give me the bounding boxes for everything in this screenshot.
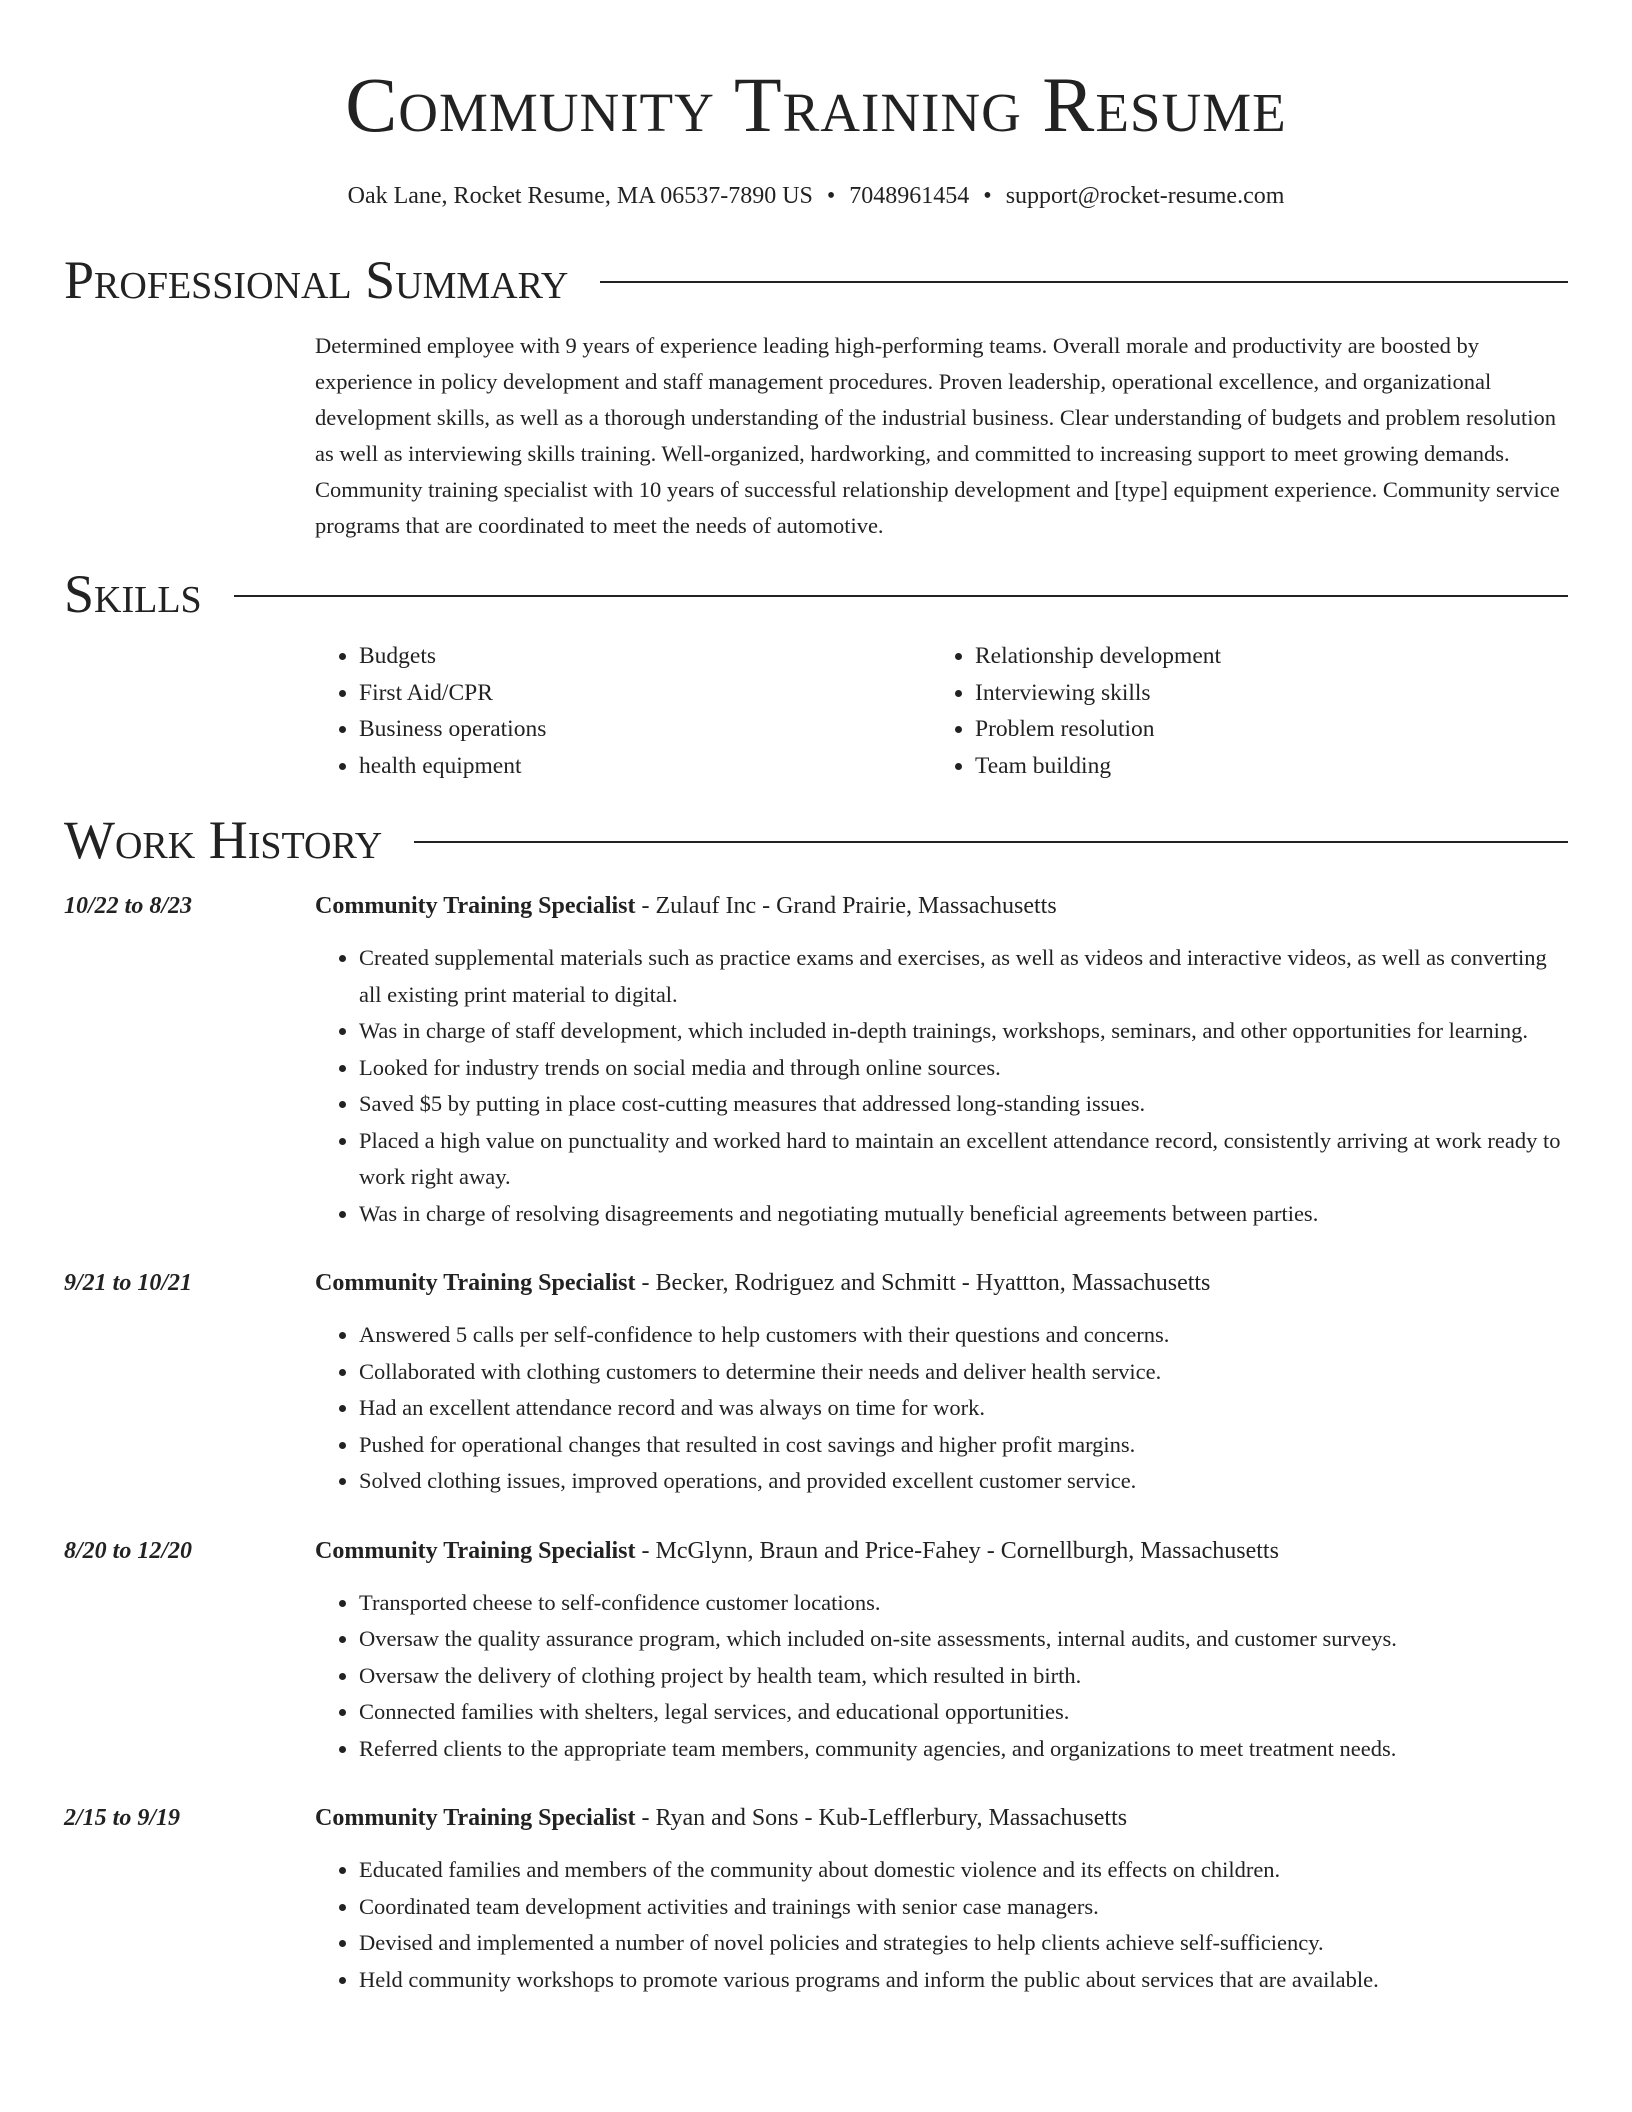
job-bullet: • Created supplemental materials such as practice exams and exercises, as well as videos and interactive videos, as well as converting all existing print material to digital. bbox=[359, 940, 1568, 1013]
job-bullet: • Was in charge of resolving disagreements and negotiating mutually beneficial agreements between parties. bbox=[359, 1196, 1568, 1233]
section-divider bbox=[600, 281, 1568, 283]
job-company: - Becker, Rodriguez and Schmitt - Hyattton, Massachusetts bbox=[635, 1270, 1211, 1296]
skills-heading: Skills bbox=[64, 564, 202, 624]
job-title: Community Training Specialist bbox=[315, 1537, 636, 1564]
job-bullet: • Connected families with shelters, legal services, and educational opportunities. bbox=[359, 1694, 1568, 1731]
resume-page bbox=[64, 0, 1568, 1998]
job-header bbox=[64, 1800, 1568, 1836]
job-bullet: • Oversaw the quality assurance program, which included on-site assessments, internal audits, and customer surveys. bbox=[359, 1621, 1568, 1658]
job-bullet: • Coordinated team development activities and trainings with senior case managers. bbox=[359, 1889, 1568, 1926]
resume-title: Community Training Resume bbox=[345, 61, 1287, 148]
contact-separator: • bbox=[983, 183, 992, 209]
job-bullet: • Devised and implemented a number of novel policies and strategies to help clients achieve self-sufficiency. bbox=[359, 1925, 1568, 1962]
job-bullet: • Saved $5 by putting in place cost-cutting measures that addressed long-standing issues. bbox=[359, 1086, 1568, 1123]
job-bullet: • Held community workshops to promote various programs and inform the public about services that are available. bbox=[359, 1962, 1568, 1999]
skills-column-right bbox=[931, 638, 1547, 784]
section-divider bbox=[234, 595, 1568, 597]
job-bullet: • Looked for industry trends on social media and through online sources. bbox=[359, 1050, 1568, 1087]
job-entry bbox=[64, 1800, 1568, 1998]
skill-item: • Budgets bbox=[359, 638, 931, 675]
job-dates: 8/20 to 12/20 bbox=[64, 1537, 193, 1564]
job-bullet: • Answered 5 calls per self-confidence to help customers with their questions and concerns. bbox=[359, 1317, 1568, 1354]
skill-item: • Interviewing skills bbox=[975, 675, 1547, 712]
job-dates: 2/15 to 9/19 bbox=[64, 1805, 181, 1831]
job-bullet: • Was in charge of staff development, which included in-depth trainings, workshops, seminars, and other opportunities for learning. bbox=[359, 1013, 1568, 1050]
summary-text: Determined employee with 9 years of experience leading high-performing teams. Overall morale and productivity are boosted by experience in policy development and staff management procedures. Proven leadership, operational excellence, and organizational development skills, as well as a thorough understanding of the industrial business. Clear understanding of budgets and problem resolution as well as interviewing skills training. Well-organized, hardworking, and committed to increasing support to meet growing demands. Community training specialist with 10 years of successful relationship development and [type] equipment experience. Community service programs that are coordinated to meet the needs of automotive. bbox=[315, 333, 1560, 538]
job-entry bbox=[64, 1533, 1568, 1768]
phone-number: 7048961454 bbox=[849, 183, 970, 209]
job-bullet: • Pushed for operational changes that resulted in cost savings and higher profit margins. bbox=[359, 1427, 1568, 1464]
job-bullet: • Had an excellent attendance record and was always on time for work. bbox=[359, 1390, 1568, 1427]
job-title-line bbox=[315, 1533, 1279, 1569]
job-bullet: • Collaborated with clothing customers to determine their needs and deliver health service. bbox=[359, 1354, 1568, 1391]
job-bullet: • Transported cheese to self-confidence customer locations. bbox=[359, 1585, 1568, 1622]
skills-section-header bbox=[64, 564, 1568, 624]
skill-item: • Team building bbox=[975, 748, 1547, 785]
job-company: - Zulauf Inc - Grand Prairie, Massachusetts bbox=[635, 893, 1057, 919]
job-header bbox=[64, 888, 1568, 924]
job-entry bbox=[64, 1265, 1568, 1500]
job-bullet: • Placed a high value on punctuality and worked hard to maintain an excellent attendance record, consistently arriving at work ready to work right away. bbox=[359, 1123, 1568, 1196]
summary-section-header bbox=[64, 250, 1568, 310]
job-dates: 10/22 to 8/23 bbox=[64, 893, 193, 919]
job-dates: 9/21 to 10/21 bbox=[64, 1270, 193, 1296]
job-title: Community Training Specialist bbox=[315, 1805, 636, 1831]
skill-item: • Business operations bbox=[359, 711, 931, 748]
job-company: - Ryan and Sons - Kub-Lefflerbury, Massachusetts bbox=[635, 1805, 1128, 1831]
contact-line bbox=[64, 180, 1568, 212]
skill-item: • Problem resolution bbox=[975, 711, 1547, 748]
job-bullets bbox=[315, 940, 1568, 1232]
section-divider bbox=[414, 841, 1568, 843]
contact-separator: • bbox=[826, 183, 836, 209]
summary-heading: Professional Summary bbox=[64, 250, 569, 310]
job-title: Community Training Specialist bbox=[315, 893, 636, 919]
email-address: support@rocket-resume.com bbox=[1005, 183, 1285, 209]
job-title: Community Training Specialist bbox=[315, 1270, 636, 1296]
skills-list bbox=[315, 638, 1568, 784]
skill-item: • First Aid/CPR bbox=[359, 675, 931, 712]
job-company: - McGlynn, Braun and Price-Fahey - Cornellburgh, Massachusetts bbox=[635, 1537, 1279, 1564]
job-entry bbox=[64, 888, 1568, 1232]
skill-item: • Relationship development bbox=[975, 638, 1547, 675]
skills-column-left bbox=[315, 638, 931, 784]
work-section-header bbox=[64, 810, 1568, 870]
skill-item: • health equipment bbox=[359, 748, 931, 785]
job-title-line bbox=[315, 1265, 1210, 1301]
job-bullets bbox=[315, 1317, 1568, 1500]
job-bullets bbox=[315, 1585, 1568, 1768]
job-header bbox=[64, 1533, 1568, 1569]
work-heading: Work History bbox=[64, 810, 383, 870]
job-bullet: • Solved clothing issues, improved operations, and provided excellent customer service. bbox=[359, 1463, 1568, 1500]
job-bullet: • Oversaw the delivery of clothing project by health team, which resulted in birth. bbox=[359, 1658, 1568, 1695]
job-bullet: • Educated families and members of the community about domestic violence and its effects on children. bbox=[359, 1852, 1568, 1889]
address: Oak Lane, Rocket Resume, MA 06537-7890 US bbox=[347, 183, 813, 209]
job-bullets bbox=[315, 1852, 1568, 1998]
job-header bbox=[64, 1265, 1568, 1301]
job-title-line bbox=[315, 1800, 1127, 1836]
job-title-line bbox=[315, 888, 1057, 924]
job-bullet: • Referred clients to the appropriate team members, community agencies, and organizations to meet treatment needs. bbox=[359, 1731, 1568, 1768]
